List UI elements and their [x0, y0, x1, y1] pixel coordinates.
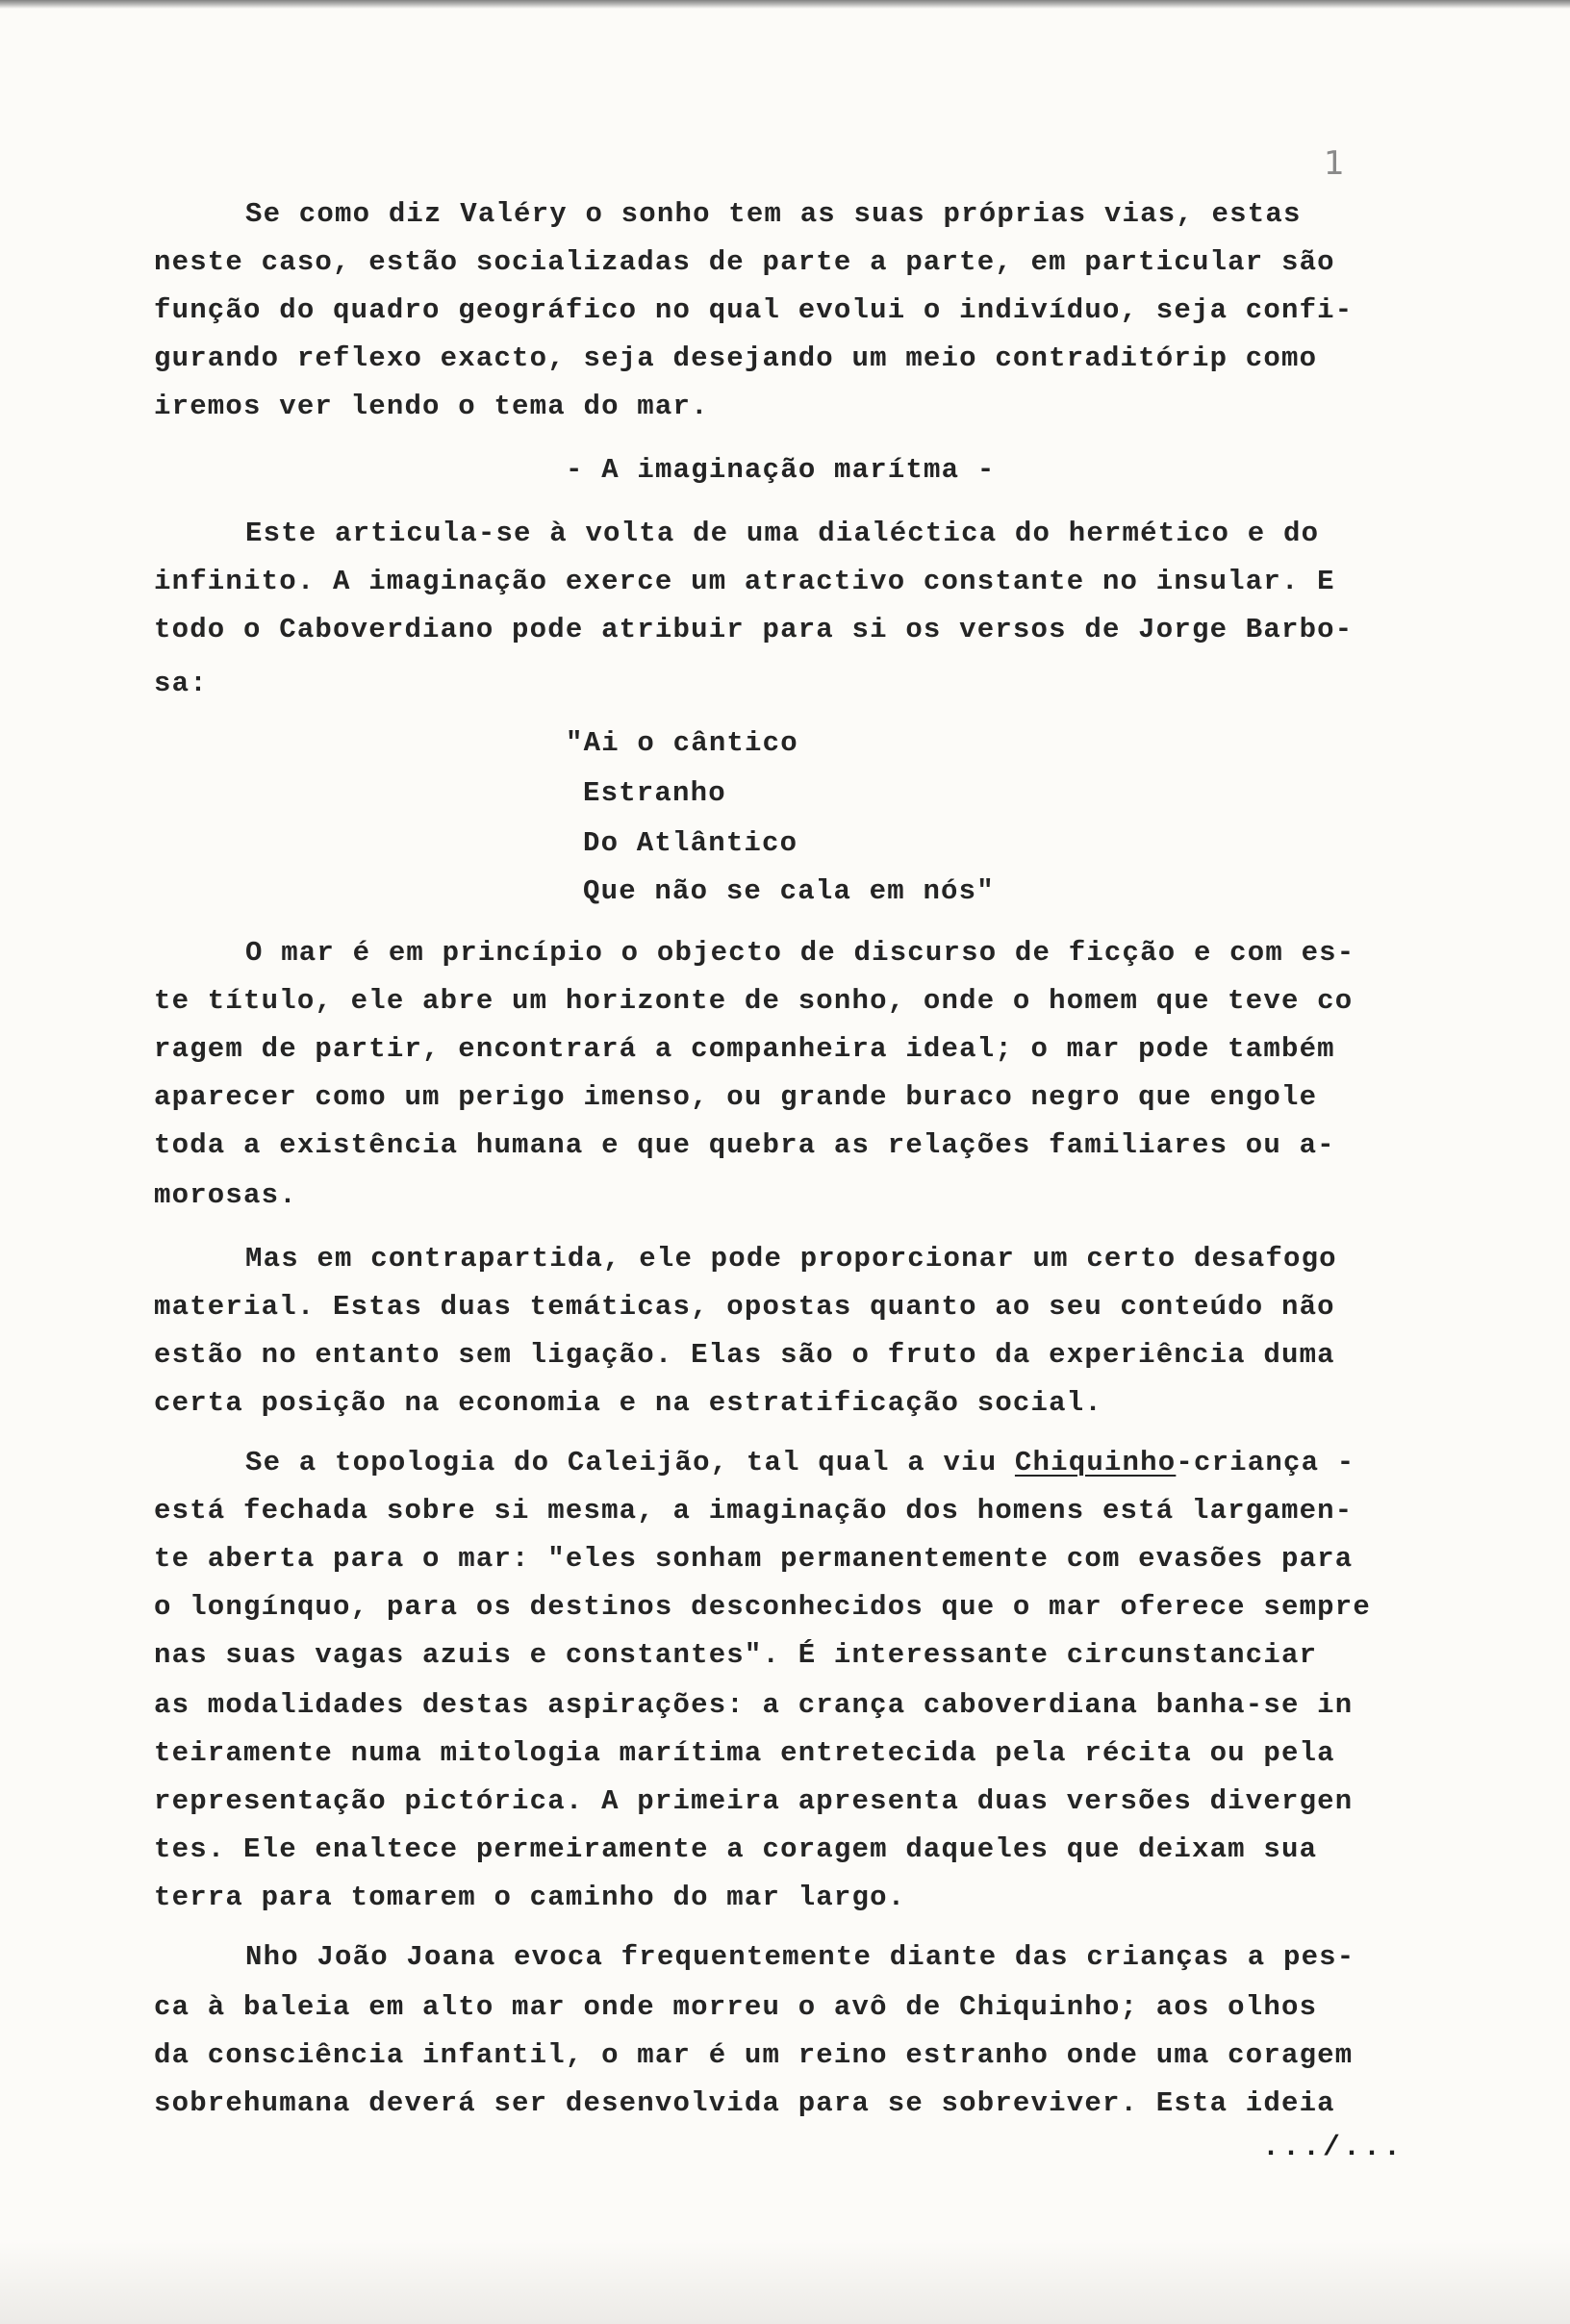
- paragraph-2-line-2: infinito. A imaginação exerce um atractivo constante no insular. E: [154, 566, 1335, 597]
- paragraph-6-line-4: sobrehumana deverá ser desenvolvida para se sobreviver. Esta ideia: [154, 2087, 1335, 2119]
- paragraph-3-line-5: toda a existência humana e que quebra as relações familiares ou a-: [154, 1129, 1335, 1161]
- paragraph-5-line-8: representação pictórica. A primeira apresenta duas versões divergen: [154, 1785, 1354, 1817]
- continuation-mark: .../...: [1262, 2132, 1405, 2164]
- paragraph-4-line-2: material. Estas duas temáticas, opostas quanto ao seu conteúdo não: [154, 1291, 1335, 1323]
- paragraph-5-line-6: as modalidades destas aspirações: a crança caboverdiana banha-se in: [154, 1689, 1354, 1721]
- poem-line-2: Estranho: [583, 777, 726, 809]
- paragraph-5-line-7: teiramente numa mitologia marítima entretecida pela récita ou pela: [154, 1737, 1335, 1769]
- paragraph-5-line-10: terra para tomarem o caminho do mar largo.: [154, 1882, 906, 1913]
- paragraph-1-line-5: iremos ver lendo o tema do mar.: [154, 391, 709, 422]
- page-number: 1: [1324, 144, 1345, 183]
- paragraph-3-line-4: aparecer como um perigo imenso, ou grande buraco negro que engole: [154, 1081, 1318, 1113]
- paragraph-5-line-9: tes. Ele enaltece permeiramente a coragem daqueles que deixam sua: [154, 1833, 1318, 1865]
- poem-line-1: "Ai o cântico: [566, 727, 798, 759]
- paragraph-5-line-5: nas suas vagas azuis e constantes". É interessante circunstanciar: [154, 1639, 1318, 1671]
- paragraph-5-line-3: te aberta para o mar: "eles sonham permanentemente com evasões para: [154, 1543, 1354, 1575]
- paragraph-6-line-1: Nho João Joana evoca frequentemente diante das crianças a pes-: [245, 1941, 1355, 1973]
- paragraph-6-line-2: ca à baleia em alto mar onde morreu o avô de Chiquinho; aos olhos: [154, 1991, 1318, 2023]
- paragraph-3-line-3: ragem de partir, encontrará a companheira ideal; o mar pode também: [154, 1033, 1335, 1065]
- paragraph-4-line-3: estão no entanto sem ligação. Elas são o fruto da experiência duma: [154, 1339, 1335, 1371]
- poem-line-4: Que não se cala em nós": [583, 875, 995, 907]
- paragraph-3-line-6: morosas.: [154, 1179, 297, 1211]
- paragraph-5-line-2: está fechada sobre si mesma, a imaginação dos homens está largamen-: [154, 1495, 1354, 1527]
- paragraph-2-line-1: Este articula-se à volta de uma dialéctica do hermético e do: [245, 518, 1320, 549]
- paragraph-4-line-1: Mas em contrapartida, ele pode proporcionar um certo desafogo: [245, 1243, 1337, 1275]
- underlined-name-chiquinho: Chiquinho: [1014, 1447, 1177, 1478]
- poem-line-3: Do Atlântico: [583, 827, 798, 859]
- scan-top-edge: [0, 0, 1570, 9]
- paragraph-1-line-2: neste caso, estão socializadas de parte a parte, em particular são: [154, 246, 1335, 278]
- paragraph-2-line-4: sa:: [154, 668, 208, 699]
- paragraph-2-line-3: todo o Caboverdiano pode atribuir para si os versos de Jorge Barbo-: [154, 614, 1354, 645]
- scan-bottom-edge: [0, 2241, 1570, 2324]
- paragraph-1-line-3: função do quadro geográfico no qual evolui o indivíduo, seja confi-: [154, 294, 1354, 326]
- paragraph-5-line-1-after: -criança -: [1176, 1447, 1355, 1478]
- paragraph-3-line-1: O mar é em princípio o objecto de discurso de ficção e com es-: [245, 937, 1355, 969]
- paragraph-5-line-1: [245, 1447, 1355, 1479]
- section-heading: - A imaginação marítma -: [566, 454, 996, 486]
- paragraph-1-line-4: gurando reflexo exacto, seja desejando um meio contraditórip como: [154, 342, 1318, 374]
- paragraph-1-line-1: Se como diz Valéry o sonho tem as suas próprias vias, estas: [245, 198, 1302, 230]
- paragraph-4-line-4: certa posição na economia e na estratificação social.: [154, 1387, 1102, 1419]
- paragraph-5-line-1-before: Se a topologia do Caleijão, tal qual a viu: [245, 1447, 1015, 1478]
- paragraph-3-line-2: te título, ele abre um horizonte de sonho, onde o homem que teve co: [154, 985, 1354, 1017]
- paragraph-5-line-4: o longínquo, para os destinos desconhecidos que o mar oferece sempre: [154, 1591, 1371, 1623]
- paragraph-6-line-3: da consciência infantil, o mar é um reino estranho onde uma coragem: [154, 2039, 1354, 2071]
